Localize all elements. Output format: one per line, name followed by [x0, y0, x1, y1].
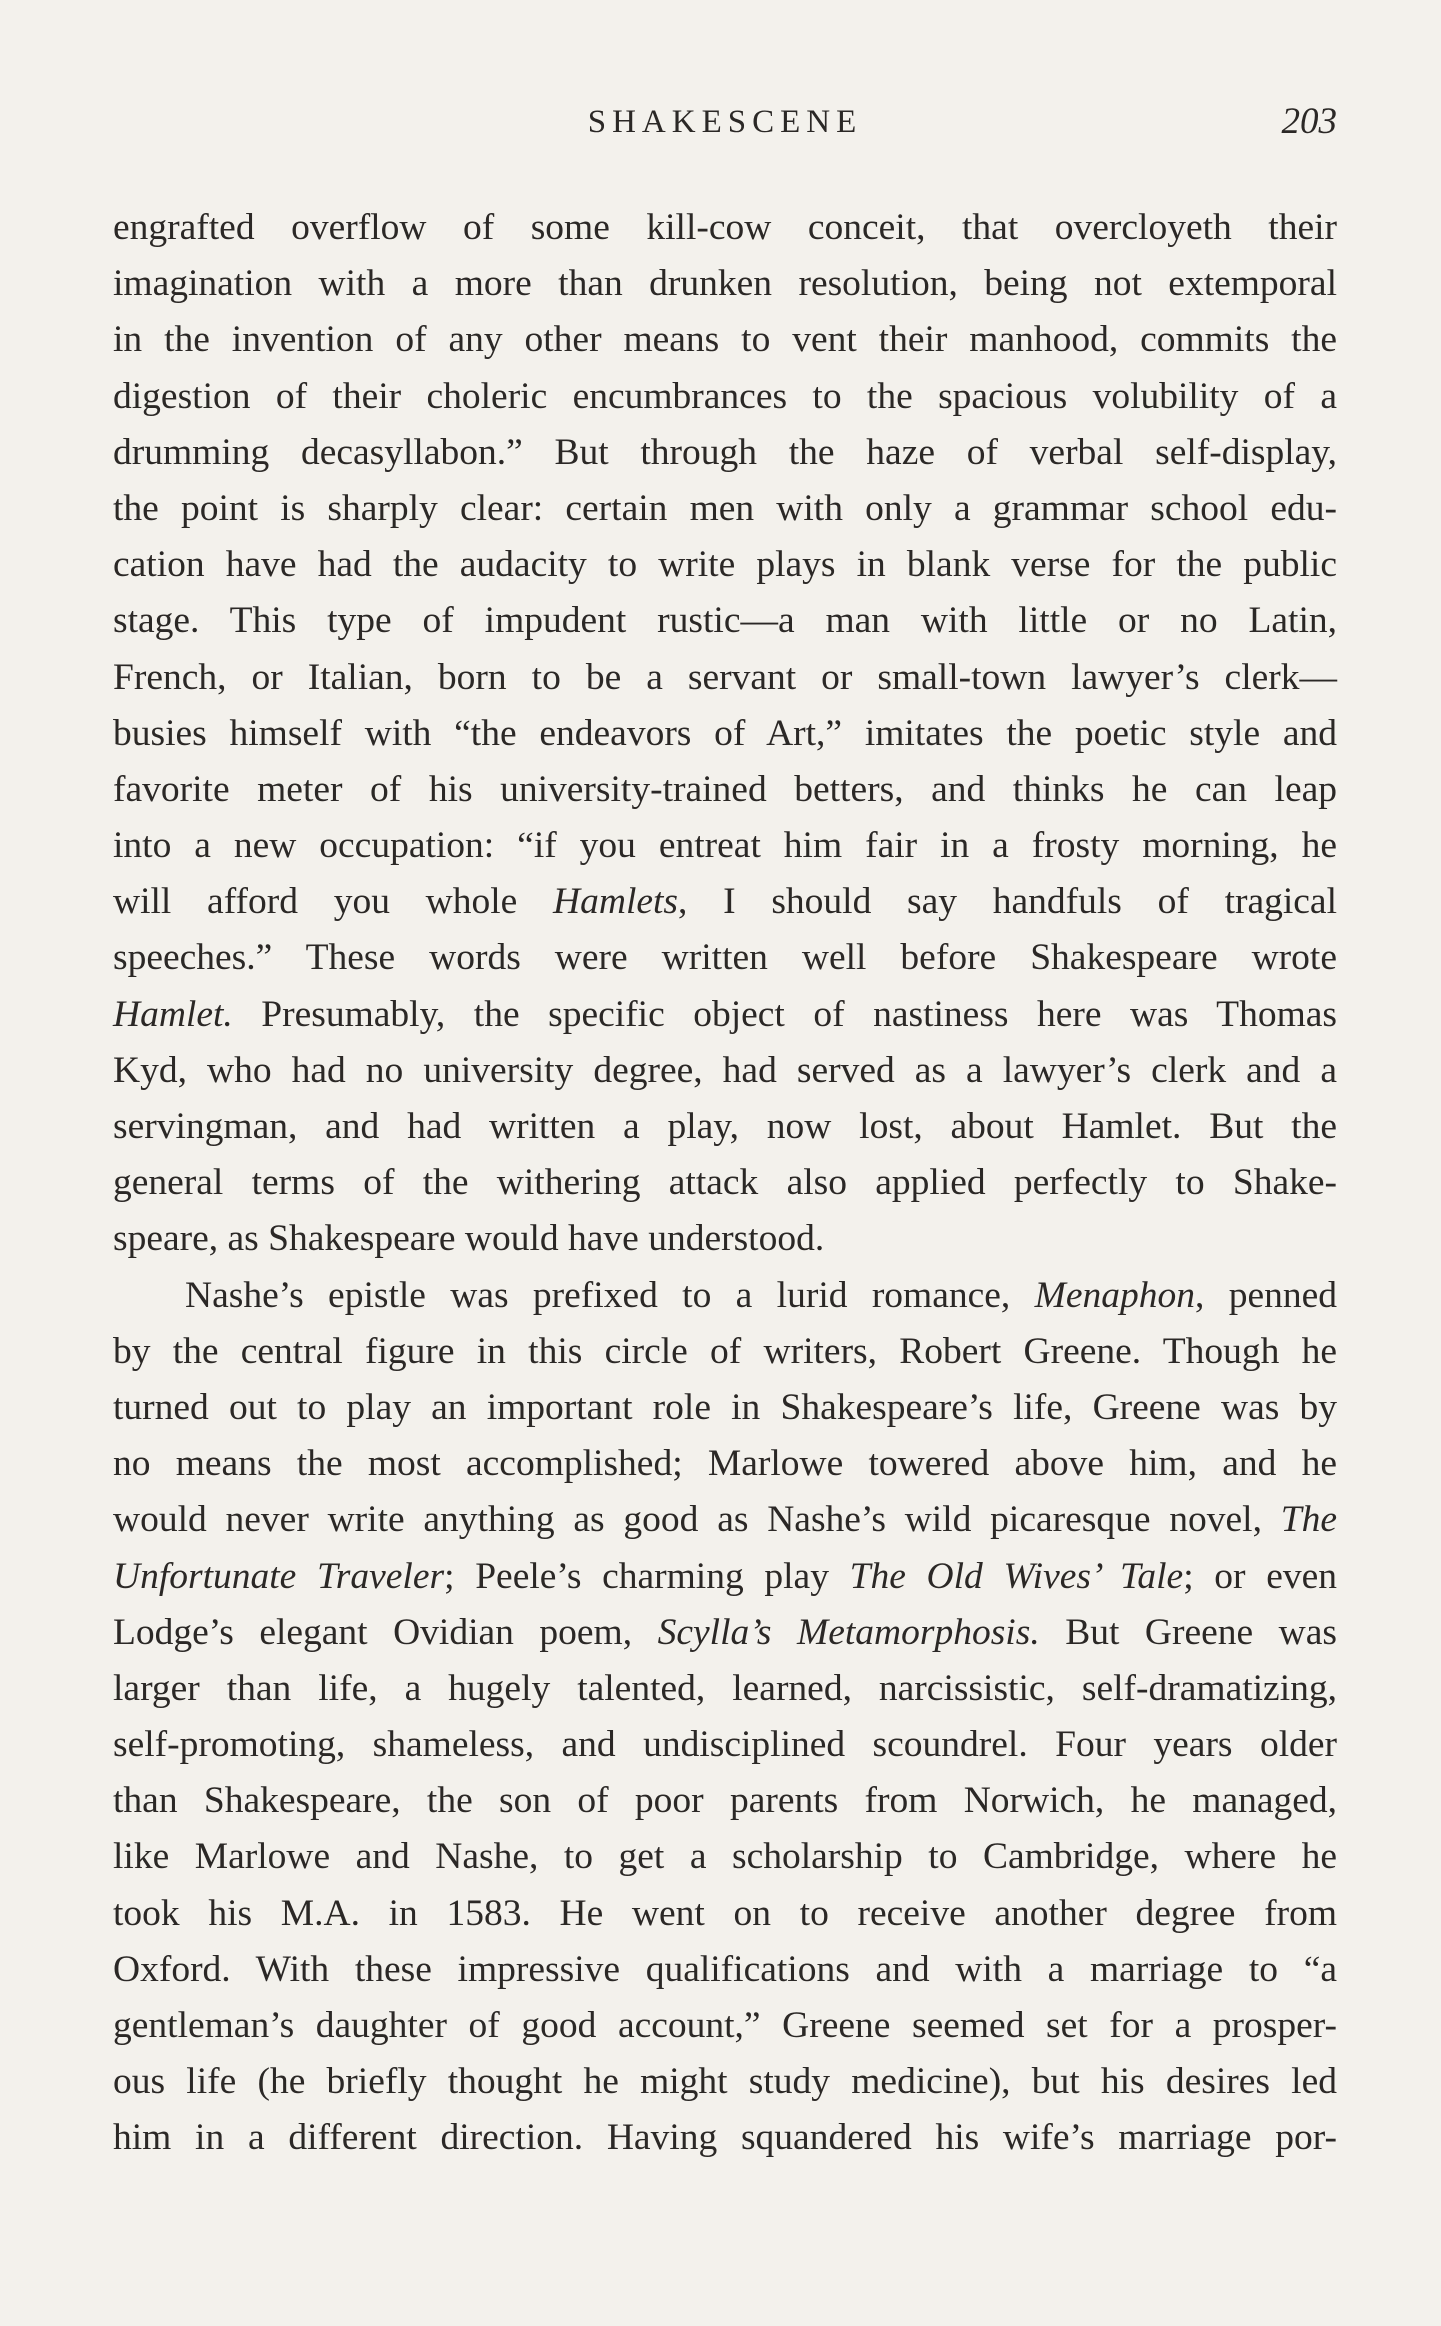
text-line	[113, 930, 1337, 986]
text-line	[113, 2110, 1337, 2166]
italic-title: Hamlets	[553, 881, 679, 923]
text-line	[113, 1886, 1337, 1942]
text-line	[113, 1492, 1337, 1548]
running-title: SHAKESCENE	[587, 104, 863, 140]
text-line	[113, 1661, 1337, 1717]
text-run: ; or even	[1183, 1555, 1337, 1597]
text-run: turned out to play an important role in Shakespeare’s life, Greene was by	[113, 1386, 1337, 1428]
text-line	[113, 818, 1337, 874]
text-line	[113, 650, 1337, 706]
text-line	[113, 1605, 1337, 1661]
text-run: would never write anything as good as Nashe’s wild picaresque novel,	[113, 1499, 1281, 1541]
text-run: no means the most accomplished; Marlowe towered above him, and he	[113, 1443, 1337, 1485]
text-run: , penned	[1195, 1274, 1337, 1316]
text-line	[113, 1549, 1337, 1605]
text-line	[113, 256, 1337, 312]
text-run: larger than life, a hugely talented, learned, narcissistic, self-dramatizing,	[113, 1667, 1337, 1709]
italic-title: The	[1280, 1499, 1337, 1541]
text-run: Nashe’s epistle was prefixed to a lurid romance,	[185, 1274, 1035, 1316]
text-run: by the central figure in this circle of writers, Robert Greene. Though he	[113, 1330, 1337, 1372]
text-run: French, or Italian, born to be a servant or small-town lawyer’s clerk—	[113, 656, 1337, 698]
text-line	[113, 1436, 1337, 1492]
text-run: speeches.” These words were written well before Shakespeare wrote	[113, 937, 1337, 979]
text-run: ous life (he briefly thought he might study medicine), but his desires led	[113, 2061, 1337, 2103]
text-line	[113, 1324, 1337, 1380]
text-run: general terms of the withering attack also applied perfectly to Shake-	[113, 1162, 1337, 1204]
text-run: engrafted overflow of some kill-cow conceit, that overcloyeth their	[113, 207, 1337, 248]
text-run: drumming decasyllabon.” But through the haze of verbal self-display,	[113, 431, 1337, 473]
text-run: Oxford. With these impressive qualifications and with a marriage to “a	[113, 1948, 1337, 1990]
text-line	[113, 1211, 1337, 1267]
text-line	[113, 762, 1337, 818]
running-head	[113, 98, 1337, 146]
italic-title: Hamlet.	[113, 993, 233, 1035]
text-line	[113, 2054, 1337, 2110]
text-run: Presumably, the specific object of nastiness here was Thomas	[232, 993, 1337, 1035]
text-line	[113, 1380, 1337, 1436]
text-run: stage. This type of impudent rustic—a man with little or no Latin,	[113, 600, 1337, 642]
text-run: than Shakespeare, the son of poor parents from Norwich, he managed,	[113, 1780, 1337, 1822]
italic-title: The Old Wives’ Tale	[849, 1555, 1184, 1597]
text-line	[113, 593, 1337, 649]
text-run: self-promoting, shameless, and undisciplined scoundrel. Four years older	[113, 1724, 1337, 1766]
text-line	[113, 1043, 1337, 1099]
text-run: ; Peele’s charming play	[444, 1555, 850, 1597]
text-line	[113, 1829, 1337, 1885]
text-line	[113, 987, 1337, 1043]
body-text	[113, 200, 1337, 2167]
text-run: digestion of their choleric encumbrances to the spacious volubility of a	[113, 375, 1337, 417]
text-run: the point is sharply clear: certain men with only a grammar school edu-	[113, 487, 1337, 529]
text-line	[113, 1717, 1337, 1773]
text-line	[113, 874, 1337, 930]
text-run: cation have had the audacity to write plays in blank verse for the public	[113, 544, 1337, 586]
text-line	[113, 312, 1337, 368]
text-run: took his M.A. in 1583. He went on to receive another degree from	[113, 1892, 1337, 1934]
text-line	[113, 425, 1337, 481]
text-run: like Marlowe and Nashe, to get a scholarship to Cambridge, where he	[113, 1836, 1337, 1878]
text-line	[113, 200, 1337, 256]
text-run: imagination with a more than drunken resolution, being not extemporal	[113, 263, 1337, 305]
text-run: gentleman’s daughter of good account,” Greene seemed set for a prosper-	[113, 2005, 1337, 2046]
italic-title: Unfortunate Traveler	[113, 1555, 445, 1597]
text-line	[113, 1998, 1337, 2054]
text-line	[113, 1942, 1337, 1998]
text-run: favorite meter of his university-trained betters, and thinks he can leap	[113, 768, 1337, 810]
text-line	[113, 369, 1337, 425]
text-run: servingman, and had written a play, now lost, about Hamlet. But the	[113, 1106, 1337, 1147]
text-line	[113, 1155, 1337, 1211]
text-line	[113, 706, 1337, 762]
text-run: But Greene was	[1039, 1611, 1337, 1653]
text-line	[113, 1773, 1337, 1829]
text-run: Lodge’s elegant Ovidian poem,	[113, 1611, 658, 1653]
text-line	[113, 481, 1337, 537]
italic-title: Scylla’s Metamorphosis.	[657, 1611, 1040, 1653]
text-run: will afford you whole	[113, 881, 554, 923]
text-run: , I should say handfuls of tragical	[678, 881, 1337, 923]
paragraph-first-line	[113, 1268, 1337, 1324]
text-run: busies himself with “the endeavors of Art,” imitates the poetic style and	[113, 712, 1337, 754]
text-run: in the invention of any other means to vent their manhood, commits the	[113, 319, 1337, 361]
page-number: 203	[1281, 101, 1337, 142]
italic-title: Menaphon	[1034, 1274, 1195, 1316]
text-run: speare, as Shakespeare would have understood.	[113, 1218, 825, 1260]
text-run: him in a different direction. Having squandered his wife’s marriage por-	[113, 2117, 1337, 2159]
text-line	[113, 537, 1337, 593]
text-line	[113, 1099, 1337, 1155]
text-run: Kyd, who had no university degree, had served as a lawyer’s clerk and a	[113, 1049, 1337, 1091]
text-run: into a new occupation: “if you entreat him fair in a frosty morning, he	[113, 825, 1337, 867]
